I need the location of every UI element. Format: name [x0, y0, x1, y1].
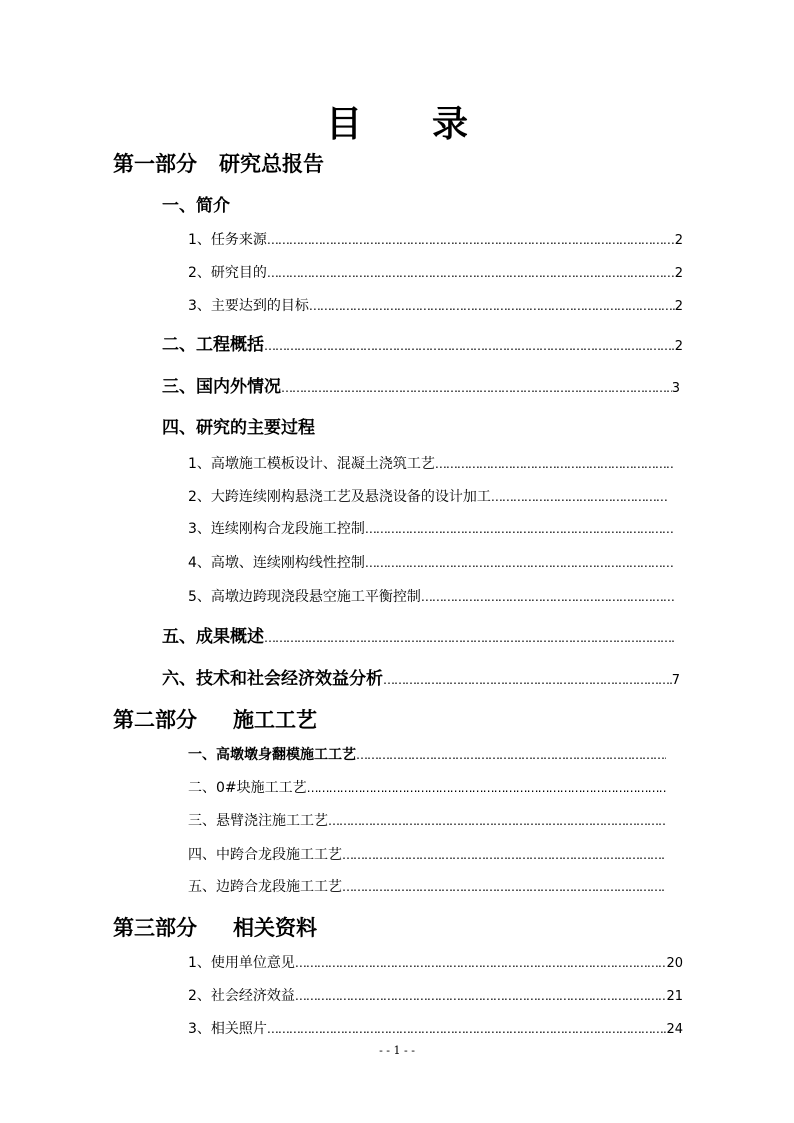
- section-heading: 四、研究的主要过程: [162, 418, 315, 438]
- toc-entry-label: 1、使用单位意见: [188, 955, 295, 971]
- toc-entry-label: 五、边跨合龙段施工工艺: [188, 879, 342, 895]
- part-name: 相关资料: [233, 915, 317, 940]
- toc-entry-label: 三、国内外情况: [162, 377, 281, 397]
- toc-entry-page: 2: [674, 233, 683, 248]
- toc-entry[interactable]: [188, 810, 666, 830]
- toc-section-entry[interactable]: [162, 372, 680, 397]
- page-number-footer: - - 1 - -: [379, 1044, 415, 1057]
- toc-entry-label: 3、连续刚构合龙段施工控制: [188, 521, 365, 537]
- toc-entry-label: 2、大跨连续刚构悬浇工艺及悬浇设备的设计加工: [188, 489, 491, 505]
- leader-dots: [365, 556, 674, 570]
- toc-entry-page: 21: [666, 989, 683, 1004]
- toc-section-entry[interactable]: [162, 622, 674, 647]
- toc-entry-label: 四、中跨合龙段施工工艺: [188, 847, 342, 863]
- toc-entry[interactable]: [188, 1018, 683, 1038]
- toc-entry[interactable]: [188, 777, 666, 797]
- toc-entry-label: 三、悬臂浇注施工工艺: [188, 813, 328, 829]
- leader-dots: [309, 299, 675, 313]
- toc-entry-label: 一、高墩墩身翻模施工工艺: [188, 747, 356, 763]
- toc-section-entry[interactable]: [162, 664, 680, 689]
- toc-entry-page: 24: [666, 1022, 683, 1037]
- toc-entry[interactable]: [188, 952, 683, 972]
- leader-dots: [264, 339, 675, 353]
- toc-entry-label: 五、成果概述: [162, 627, 264, 647]
- toc-entry[interactable]: [188, 744, 666, 764]
- toc-entry-page: 3: [671, 381, 680, 396]
- toc-entry-label: 2、研究目的: [188, 265, 267, 281]
- toc-entry[interactable]: [188, 552, 674, 572]
- toc-entry[interactable]: [188, 486, 668, 506]
- part-label: 第一部分: [113, 151, 197, 176]
- toc-entry-page: 20: [666, 956, 683, 971]
- toc-entry-page: 2: [674, 299, 683, 314]
- leader-dots: [365, 522, 674, 536]
- toc-entry[interactable]: [188, 586, 674, 606]
- part-label: 第三部分: [113, 915, 197, 940]
- leader-dots: [328, 814, 666, 828]
- toc-entry-label: 六、技术和社会经济效益分析: [162, 669, 383, 689]
- leader-dots: [295, 989, 667, 1003]
- leader-dots: [267, 1022, 667, 1036]
- leader-dots: [356, 748, 666, 762]
- toc-section-entry[interactable]: [162, 330, 683, 355]
- toc-entry-label: 4、高墩、连续刚构线性控制: [188, 555, 365, 571]
- title-char-2: 录: [432, 103, 539, 145]
- toc-entry-label: 二、0#块施工工艺: [188, 780, 307, 796]
- leader-dots: [435, 457, 674, 471]
- leader-dots: [267, 266, 675, 280]
- title-char-1: 目: [325, 103, 432, 145]
- section-heading: 一、简介: [162, 196, 230, 216]
- leader-dots: [342, 848, 666, 862]
- toc-entry[interactable]: [188, 985, 683, 1005]
- toc-entry[interactable]: [188, 844, 666, 864]
- toc-entry-label: 3、相关照片: [188, 1021, 267, 1037]
- leader-dots: [307, 781, 666, 795]
- toc-entry[interactable]: [188, 262, 683, 282]
- toc-entry-label: 5、高墩边跨现浇段悬空施工平衡控制: [188, 589, 421, 605]
- toc-entry[interactable]: [188, 229, 683, 249]
- toc-entry[interactable]: [188, 518, 674, 538]
- leader-dots: [383, 673, 672, 687]
- part-name: 施工工艺: [233, 707, 317, 732]
- leader-dots: [267, 233, 675, 247]
- toc-entry-page: 2: [674, 339, 683, 354]
- leader-dots: [264, 631, 674, 645]
- part-heading-1: [113, 148, 324, 178]
- leader-dots: [342, 880, 666, 894]
- toc-entry[interactable]: [188, 295, 683, 315]
- part-heading-3: [113, 912, 317, 942]
- part-label: 第二部分: [113, 707, 197, 732]
- toc-entry-label: 1、高墩施工模板设计、混凝土浇筑工艺: [188, 456, 435, 472]
- toc-entry[interactable]: [188, 876, 666, 896]
- toc-entry-page: 2: [674, 266, 683, 281]
- part-heading-2: [113, 704, 317, 734]
- leader-dots: [295, 956, 667, 970]
- toc-entry-page: 7: [671, 673, 680, 688]
- leader-dots: [281, 381, 672, 395]
- leader-dots: [491, 490, 668, 504]
- toc-entry[interactable]: [188, 453, 674, 473]
- toc-entry-label: 1、任务来源: [188, 232, 267, 248]
- toc-entry-label: 3、主要达到的目标: [188, 298, 309, 314]
- part-name: 研究总报告: [219, 151, 324, 176]
- page-title: [0, 96, 794, 147]
- toc-entry-label: 2、社会经济效益: [188, 988, 295, 1004]
- toc-entry-label: 二、工程概括: [162, 335, 264, 355]
- leader-dots: [421, 590, 674, 604]
